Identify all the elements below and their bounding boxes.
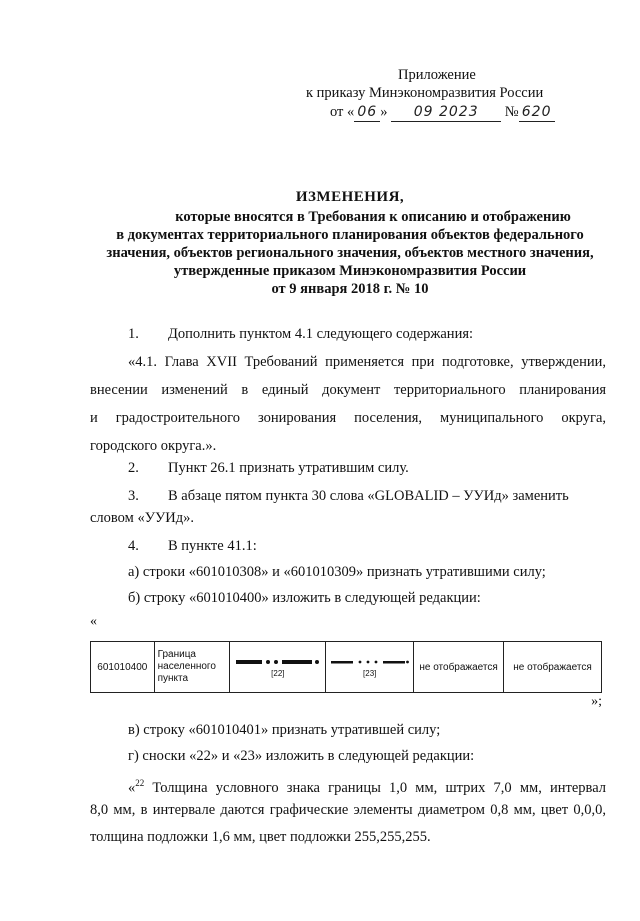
- appendix-order-ref: к приказу Минэкономразвития России: [306, 85, 544, 101]
- symbol-dot: [274, 660, 278, 664]
- footnote-22-text-1: Толщина условного знака границы 1,0 мм, штрих 7,0 мм, интервал: [144, 779, 606, 796]
- item-1-quote-line-4: городского округа.».: [90, 438, 217, 454]
- symbol-dash: [236, 660, 262, 664]
- quote-close: »;: [591, 694, 602, 709]
- item-4a: а) строки «601010308» и «601010309» признать утратившими силу;: [128, 564, 546, 580]
- symbol-dot: [406, 660, 409, 663]
- boundary-symbol-1: [236, 657, 320, 667]
- item-2-text: Пункт 26.1 признать утратившим силу.: [168, 460, 409, 476]
- cell-display-2: не отображается: [504, 642, 602, 693]
- title-line-4: значения, объектов регионального значения, объектов местного значения,: [106, 245, 594, 261]
- item-2-number: 2.: [128, 460, 139, 476]
- title-line-3: в документах территориального планирования объектов федерального: [116, 227, 584, 243]
- handwritten-month-year: 09 2023: [391, 103, 501, 122]
- title-line-5: утвержденные приказом Минэкономразвития России: [173, 263, 527, 279]
- cell-name: [154, 642, 230, 693]
- footnote-ref-22: [22]: [271, 668, 285, 678]
- appendix-date-number: [330, 103, 555, 122]
- item-1-text: Дополнить пунктом 4.1 следующего содержания:: [168, 326, 474, 342]
- boundary-symbol-2: [331, 657, 409, 667]
- item-4c: в) строку «601010401» признать утратившей силу;: [128, 722, 441, 738]
- footnote-22-line-2: 8,0 мм, в интервале даются графические элементы диаметром 0,8 мм, цвет 0,0,0,: [90, 802, 606, 818]
- cell-display-1: не отображается: [414, 642, 504, 693]
- item-1-number: 1.: [128, 326, 139, 342]
- cell-name-line-1: Граница: [157, 649, 196, 660]
- cell-symbol-2: [326, 642, 414, 693]
- item-3: [128, 487, 606, 505]
- number-prefix: №: [504, 104, 519, 120]
- title-line-2: которые вносятся в Требования к описанию и отображению: [175, 209, 571, 225]
- footnote-22-marker: 22: [135, 778, 145, 788]
- item-1-quote-line-3: и градостроительного зонирования поселения, муниципального округа,: [90, 410, 606, 426]
- item-4-text: В пункте 41.1:: [168, 538, 257, 554]
- footnote-22-line-3: толщина подложки 1,6 мм, цвет подложки 255,255,255.: [90, 829, 431, 845]
- cell-symbol-1: [230, 642, 326, 693]
- quote-open: «: [90, 614, 97, 629]
- item-1-quote-line-2: внесении изменений в единый документ территориального планирования: [90, 382, 606, 398]
- footnote-quote-open: «: [128, 779, 136, 796]
- title-line-6: от 9 января 2018 г. № 10: [271, 281, 429, 297]
- symbol-dot: [358, 660, 361, 663]
- symbol-dash: [282, 660, 312, 664]
- symbol-dot: [266, 660, 270, 664]
- item-3-text-line-1: В абзаце пятом пункта 30 слова «GLOBALID – УУИд» заменить: [168, 488, 569, 504]
- handwritten-number: 620: [519, 103, 555, 122]
- symbol-dot: [366, 660, 369, 663]
- cell-code: 601010400: [91, 642, 155, 693]
- date-mid: »: [380, 104, 388, 120]
- item-3-number: 3.: [128, 488, 139, 504]
- table-row: [91, 642, 602, 693]
- item-4: [128, 537, 606, 555]
- item-3-text-line-2: словом «УУИд».: [90, 510, 194, 526]
- symbol-table: [90, 641, 602, 693]
- cell-name-line-2: населенного: [157, 661, 216, 672]
- symbol-dash: [331, 661, 353, 664]
- symbol-dash: [383, 661, 405, 664]
- item-4d: г) сноски «22» и «23» изложить в следующей редакции:: [128, 748, 475, 764]
- item-4b: б) строку «601010400» изложить в следующей редакции:: [128, 590, 481, 606]
- item-1-quote-line-1: «4.1. Глава XVII Требований применяется при подготовке, утверждении,: [128, 354, 606, 370]
- symbol-dot: [374, 660, 377, 663]
- cell-name-line-3: пункта: [157, 673, 189, 684]
- item-2: [128, 459, 606, 477]
- item-4-number: 4.: [128, 538, 139, 554]
- footnote-22-line-1: [128, 774, 606, 797]
- handwritten-day: 06: [354, 103, 380, 122]
- date-prefix: от «: [330, 104, 355, 120]
- footnote-ref-23: [23]: [363, 668, 377, 678]
- document-title: [80, 188, 620, 298]
- title-line-1: ИЗМЕНЕНИЯ,: [295, 189, 405, 205]
- item-1: [128, 325, 606, 343]
- appendix-title: Приложение: [398, 67, 476, 83]
- symbol-dot: [315, 660, 319, 664]
